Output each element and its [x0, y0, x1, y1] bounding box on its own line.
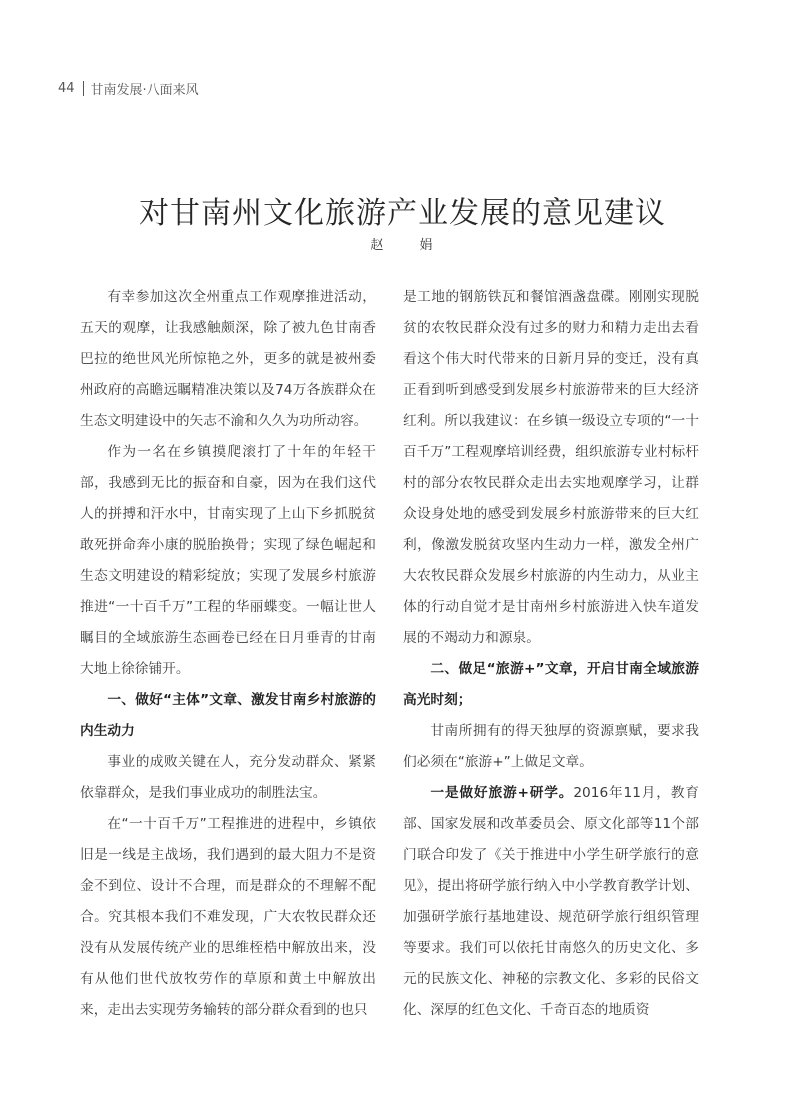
author-name: 赵 娟 [370, 238, 449, 253]
section-heading: 二、做足“旅游+”文章，开启甘南全域旅游高光时刻； [403, 661, 699, 708]
paragraph: 事业的成败关键在人，充分发动群众、紧紧依靠群众，是我们事业成功的制胜法宝。 [80, 754, 376, 801]
paragraph: 有幸参加这次全州重点工作观摩推进活动，五天的观摩，让我感触颇深，除了被九色甘南香巴拉的绝世风光所惊艳之外，更多的就是被州委州政府的高瞻远瞩精准决策以及74万各族群众在生态文明建设中的矢志不渝和久久为功所动容。 [80, 289, 376, 429]
header-divider [83, 81, 84, 96]
left-column [80, 282, 376, 1026]
paragraph-body: 2016年11月，教育部、国家发展和改革委员会、原文化部等11个部门联合印发了《关于推进中小学生研学旅行的意见》，提出将研学旅行纳入中小学教育教学计划、加强研学旅行基地建设、规范研学旅行组织管理等要求。我们可以依托甘南悠久的历史文化、多元的民族文化、神秘的宗教文化、多彩的民俗文化、深厚的红色文化、千奇百态的地质资 [403, 785, 699, 1018]
lead-paragraph [403, 778, 699, 1026]
page-number: 44 [58, 81, 75, 96]
paragraph-lead: 一是做好旅游+研学。 [430, 785, 574, 801]
article-title: 对甘南州文化旅游产业发展的意见建议 [139, 196, 666, 232]
section-heading: 一、做好“主体”文章、激发甘南乡村旅游的内生动力 [80, 692, 376, 739]
paragraph: 作为一名在乡镇摸爬滚打了十年的年轻干部，我感到无比的振奋和自豪，因为在我们这代人的拼搏和汗水中，甘南实现了上山下乡抓脱贫敢死拼命奔小康的脱胎换骨；实现了绿色崛起和生态文明建设的精彩绽放；实现了发展乡村旅游推进“一十百千万”工程的华丽蝶变。一幅让世人瞩目的全域旅游生态画卷已经在日月垂青的甘南大地上徐徐铺开。 [80, 444, 376, 677]
running-header [58, 79, 199, 98]
section-title: 甘南发展·八面来风 [90, 83, 199, 98]
paragraph: 在“一十百千万”工程推进的进程中，乡镇依旧是一线是主战场，我们遇到的最大阻力不是资金不到位、设计不合理，而是群众的不理解不配合。究其根本我们不难发现，广大农牧民群众还没有从发展传统产业的思维桎梏中解放出来，没有从他们世代放牧劳作的草原和黄土中解放出来，走出去实现劳务输转的部分群众看到的也只 [80, 816, 376, 1018]
right-column [403, 282, 699, 1026]
paragraph: 甘南所拥有的得天独厚的资源禀赋，要求我们必须在“旅游+”上做足文章。 [403, 723, 699, 770]
paragraph-continued: 是工地的钢筋铁瓦和餐馆酒盏盘碟。刚刚实现脱贫的农牧民群众没有过多的财力和精力走出去看看这个伟大时代带来的日新月异的变迁，没有真正看到听到感受到发展乡村旅游带来的巨大经济红利。所以我建议：在乡镇一级设立专项的“一十百千万”工程观摩培训经费，组织旅游专业村标杆村的部分农牧民群众走出去实地观摩学习，让群众设身处地的感受到发展乡村旅游带来的巨大红利，像激发脱贫攻坚内生动力一样，激发全州广大农牧民群众发展乡村旅游的内生动力，从业主体的行动自觉才是甘南州乡村旅游进入快车道发展的不竭动力和源泉。 [403, 289, 699, 646]
